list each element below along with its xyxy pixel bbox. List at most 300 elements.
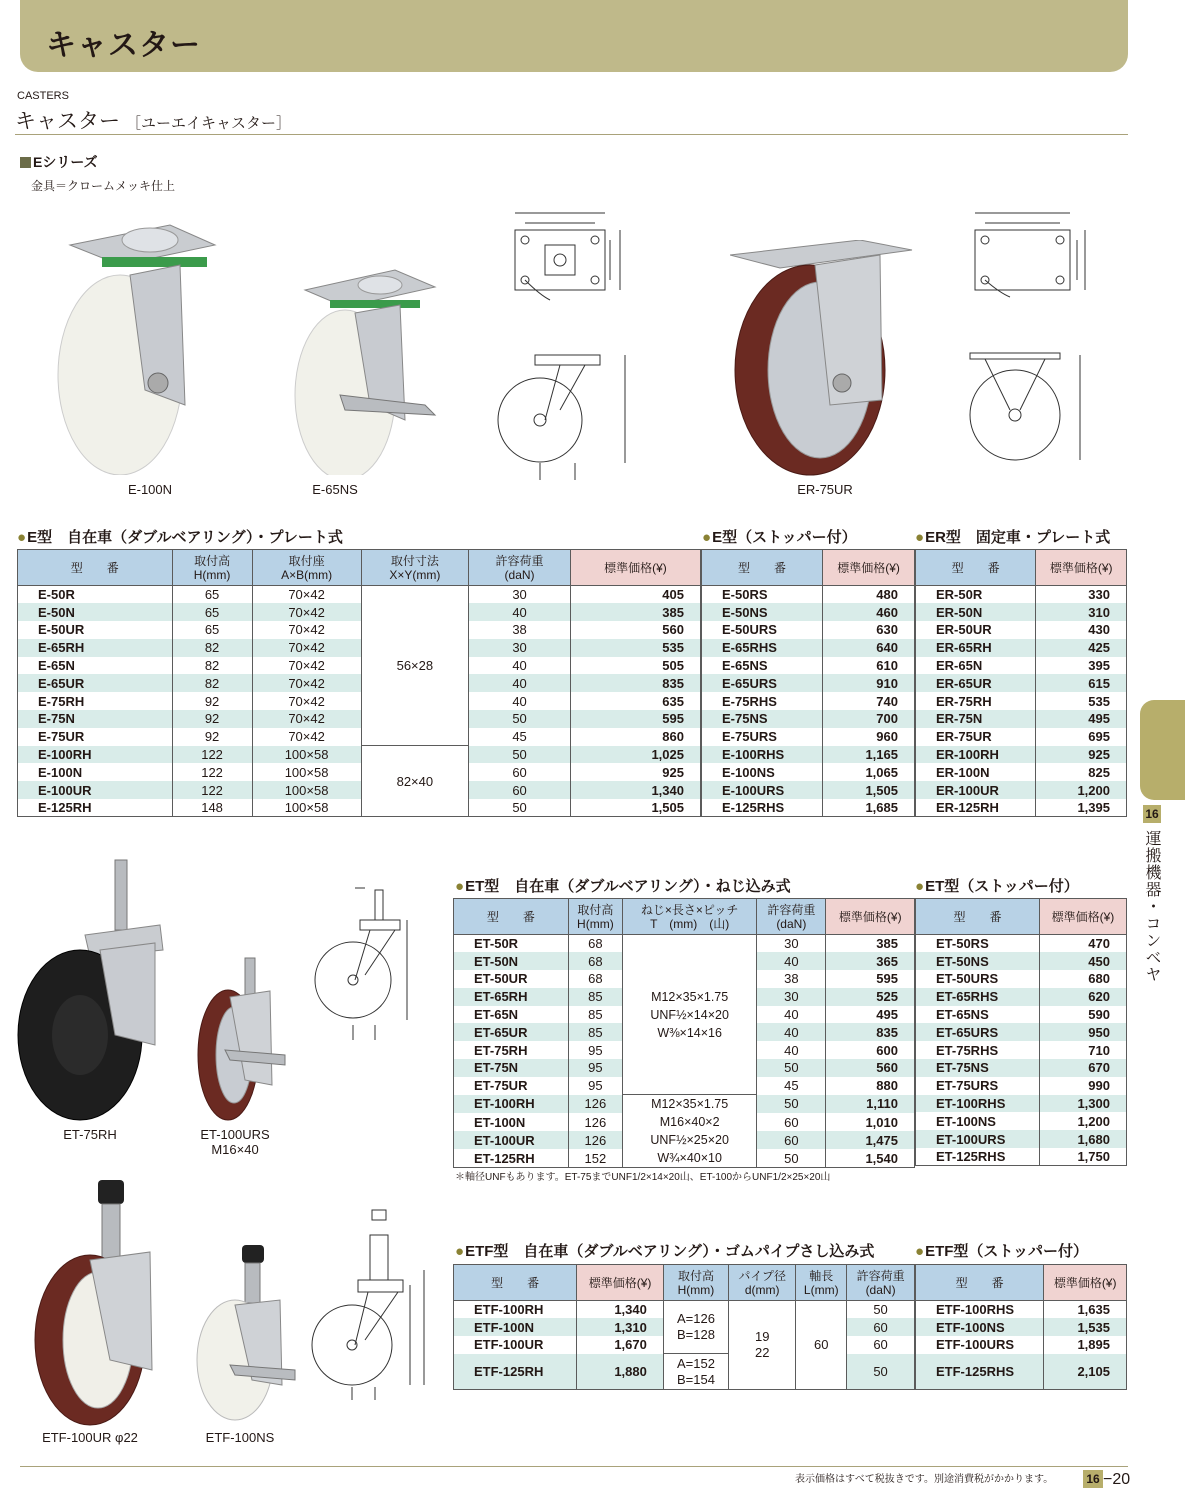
table-cell: ER-75UR bbox=[916, 728, 1036, 746]
table-row bbox=[702, 799, 915, 817]
table-cell: 85 bbox=[568, 988, 622, 1006]
category-title bbox=[15, 105, 291, 135]
table-cell: 700 bbox=[823, 710, 915, 728]
table-cell: 525 bbox=[826, 988, 915, 1006]
column-header: 取付高 H(mm) bbox=[172, 550, 252, 586]
table-cell: 92 bbox=[172, 728, 252, 746]
table-cell: 92 bbox=[172, 692, 252, 710]
table-cell: E-75UR bbox=[18, 728, 173, 746]
column-header: 型 番 bbox=[916, 899, 1040, 935]
table-cell: E-50R bbox=[18, 586, 173, 604]
table-row bbox=[18, 781, 701, 799]
table-cell: 640 bbox=[823, 639, 915, 657]
table-cell: 600 bbox=[826, 1041, 915, 1059]
table-cell: ET-75UR bbox=[454, 1077, 569, 1095]
table-row bbox=[916, 1148, 1127, 1166]
table-cell: 38 bbox=[469, 621, 571, 639]
table-cell: ET-125RH bbox=[454, 1149, 569, 1167]
table-cell: 70×42 bbox=[252, 692, 361, 710]
table-cell: 990 bbox=[1039, 1077, 1126, 1095]
table-cell: 1,110 bbox=[826, 1095, 915, 1113]
table-row bbox=[18, 674, 701, 692]
caption-etf100ns: ETF-100NS bbox=[205, 1430, 275, 1445]
table-cell: 65 bbox=[172, 621, 252, 639]
table-cell: 60 bbox=[796, 1301, 847, 1390]
table-cell: 535 bbox=[1036, 692, 1127, 710]
table-cell: 65 bbox=[172, 586, 252, 604]
table-row bbox=[18, 657, 701, 675]
table-cell: 1,505 bbox=[823, 781, 915, 799]
table-cell: ET-65RH bbox=[454, 988, 569, 1006]
table-cell: 1,165 bbox=[823, 746, 915, 764]
table-cell: 100×58 bbox=[252, 763, 361, 781]
table-cell: 95 bbox=[568, 1059, 622, 1077]
table-cell: 50 bbox=[847, 1354, 915, 1390]
table-cell: 60 bbox=[847, 1318, 915, 1336]
table-row bbox=[702, 674, 915, 692]
table-row bbox=[916, 1336, 1127, 1354]
footer-note: 表示価格はすべて税抜きです。別途消費税がかかります。 bbox=[795, 1474, 1054, 1485]
table-cell: E-75NS bbox=[702, 710, 823, 728]
table-cell: E-100URS bbox=[702, 781, 823, 799]
table-row bbox=[702, 746, 915, 764]
table-cell: E-100RH bbox=[18, 746, 173, 764]
table-row bbox=[702, 657, 915, 675]
table-cell: ET-50RS bbox=[916, 935, 1040, 953]
table-cell: ET-100UR bbox=[454, 1131, 569, 1149]
table-cell: 1,680 bbox=[1039, 1130, 1126, 1148]
table-cell: 835 bbox=[570, 674, 700, 692]
table-cell: 1,025 bbox=[570, 746, 700, 764]
table-cell: ER-100N bbox=[916, 763, 1036, 781]
table-cell: ET-75RHS bbox=[916, 1041, 1040, 1059]
section-er-label: ER型 固定車・プレート式 bbox=[925, 529, 1111, 546]
table-cell: 595 bbox=[570, 710, 700, 728]
table-cell: 68 bbox=[568, 970, 622, 988]
table-cell: ET-65RHS bbox=[916, 988, 1040, 1006]
table-row bbox=[18, 692, 701, 710]
table-row bbox=[18, 728, 701, 746]
table-row bbox=[454, 1095, 915, 1113]
table-row bbox=[916, 799, 1127, 817]
table-cell: 126 bbox=[568, 1131, 622, 1149]
table-cell: A=126 B=128 bbox=[663, 1301, 728, 1354]
table-cell: 82 bbox=[172, 639, 252, 657]
table-er bbox=[915, 549, 1127, 817]
column-header: 標準価格(¥) bbox=[1036, 550, 1127, 586]
bullet-icon: ● bbox=[915, 529, 925, 546]
table-cell: ER-50R bbox=[916, 586, 1036, 604]
table-cell: ER-100UR bbox=[916, 781, 1036, 799]
table-cell: 425 bbox=[1036, 639, 1127, 657]
table-cell: 100×58 bbox=[252, 799, 361, 817]
table-cell: 126 bbox=[568, 1095, 622, 1113]
table-cell: 126 bbox=[568, 1113, 622, 1131]
table-cell: 60 bbox=[847, 1336, 915, 1354]
table-cell: 45 bbox=[757, 1077, 826, 1095]
table-cell: 1,300 bbox=[1039, 1095, 1126, 1113]
table-cell: 38 bbox=[757, 970, 826, 988]
section-e-label: E型 自在車（ダブルベアリング）・プレート式 bbox=[27, 529, 343, 546]
table-cell: ET-100RHS bbox=[916, 1095, 1040, 1113]
dimension-drawing-etf bbox=[300, 1205, 440, 1405]
table-cell: ET-75URS bbox=[916, 1077, 1040, 1095]
section-etf-stop-label: ETF型（ストッパー付） bbox=[925, 1243, 1088, 1260]
table-cell: ER-100RH bbox=[916, 746, 1036, 764]
side-chapter-number: 16 bbox=[1143, 805, 1161, 823]
table-row bbox=[916, 1077, 1127, 1095]
table-cell: 1,340 bbox=[570, 781, 700, 799]
table-cell: ER-50N bbox=[916, 603, 1036, 621]
table-row bbox=[916, 1301, 1127, 1319]
category-sub: ［ユーエイキャスター］ bbox=[126, 115, 292, 132]
table-cell: 19 22 bbox=[729, 1301, 796, 1390]
table-cell: 40 bbox=[469, 692, 571, 710]
table-e bbox=[17, 549, 701, 817]
side-chapter-title: 運搬機器・コンベヤ bbox=[1143, 830, 1160, 983]
table-cell: 460 bbox=[823, 603, 915, 621]
table-row bbox=[454, 935, 915, 953]
table-row bbox=[18, 603, 701, 621]
table-cell: 395 bbox=[1036, 657, 1127, 675]
header-row bbox=[454, 899, 915, 935]
table-row bbox=[916, 970, 1127, 988]
table-row bbox=[702, 692, 915, 710]
table-cell: M12×35×1.75 UNF½×14×20 W⅜×14×16 bbox=[623, 935, 757, 1095]
column-header: 取付座 A×B(mm) bbox=[252, 550, 361, 586]
table-cell: E-100UR bbox=[18, 781, 173, 799]
table-row bbox=[18, 799, 701, 817]
square-icon bbox=[20, 157, 31, 168]
table-row bbox=[916, 621, 1127, 639]
table-cell: 405 bbox=[570, 586, 700, 604]
table-cell: E-65N bbox=[18, 657, 173, 675]
table-row bbox=[916, 1006, 1127, 1024]
caster-photo-et100urs bbox=[190, 955, 290, 1125]
table-cell: 148 bbox=[172, 799, 252, 817]
table-cell: ET-75RH bbox=[454, 1041, 569, 1059]
table-cell: 615 bbox=[1036, 674, 1127, 692]
side-tab[interactable] bbox=[1140, 700, 1185, 800]
table-cell: E-65RH bbox=[18, 639, 173, 657]
table-cell: 60 bbox=[757, 1113, 826, 1131]
table-cell: ETF-100UR bbox=[454, 1336, 577, 1354]
table-cell: 695 bbox=[1036, 728, 1127, 746]
table-cell: 1,895 bbox=[1044, 1336, 1127, 1354]
caster-photo-etf100ur bbox=[30, 1180, 160, 1430]
series-title bbox=[20, 152, 98, 172]
table-cell: 70×42 bbox=[252, 728, 361, 746]
table-row bbox=[916, 603, 1127, 621]
table-cell: E-75URS bbox=[702, 728, 823, 746]
table-cell: 152 bbox=[568, 1149, 622, 1167]
table-cell: 30 bbox=[757, 988, 826, 1006]
table-cell: 535 bbox=[570, 639, 700, 657]
table-cell: 1,535 bbox=[1044, 1318, 1127, 1336]
table-cell: ER-75N bbox=[916, 710, 1036, 728]
table-row bbox=[916, 1041, 1127, 1059]
table-cell: 560 bbox=[570, 621, 700, 639]
category-rule bbox=[15, 134, 1128, 135]
table-cell: ET-75NS bbox=[916, 1059, 1040, 1077]
table-cell: 70×42 bbox=[252, 586, 361, 604]
table-cell: 68 bbox=[568, 935, 622, 953]
table-cell: 50 bbox=[757, 1059, 826, 1077]
table-row bbox=[702, 603, 915, 621]
header-row bbox=[916, 550, 1127, 586]
table-row bbox=[916, 1354, 1127, 1390]
category-en: CASTERS bbox=[17, 90, 69, 102]
finish-note: 金具＝クロームメッキ仕上 bbox=[31, 179, 176, 193]
caption-et100urs: ET-100URS bbox=[200, 1127, 270, 1142]
table-etf-stop bbox=[915, 1264, 1127, 1390]
caption-e65ns: E-65NS bbox=[312, 482, 358, 497]
table-cell: ER-50UR bbox=[916, 621, 1036, 639]
table-cell: 835 bbox=[826, 1023, 915, 1041]
table-cell: 950 bbox=[1039, 1023, 1126, 1041]
table-cell: 2,105 bbox=[1044, 1354, 1127, 1390]
caster-photo-et75rh bbox=[15, 855, 165, 1125]
section-et bbox=[455, 875, 791, 896]
table-cell: 82 bbox=[172, 657, 252, 675]
table-cell: E-75RH bbox=[18, 692, 173, 710]
table-cell: E-65UR bbox=[18, 674, 173, 692]
column-header: 型 番 bbox=[454, 1265, 577, 1301]
table-cell: 960 bbox=[823, 728, 915, 746]
table-cell: 100×58 bbox=[252, 746, 361, 764]
caption-et75rh: ET-75RH bbox=[63, 1127, 117, 1142]
caster-photo-e65ns bbox=[285, 255, 455, 475]
table-cell: E-100RHS bbox=[702, 746, 823, 764]
table-row bbox=[916, 692, 1127, 710]
series-label: Eシリーズ bbox=[33, 154, 98, 170]
table-cell: 630 bbox=[823, 621, 915, 639]
table-row bbox=[916, 763, 1127, 781]
column-header: 標準価格(¥) bbox=[826, 899, 915, 935]
table-cell: ETF-125RHS bbox=[916, 1354, 1044, 1390]
table-row bbox=[916, 1095, 1127, 1113]
table-cell: E-75RHS bbox=[702, 692, 823, 710]
table-row bbox=[18, 621, 701, 639]
column-header: 型 番 bbox=[18, 550, 173, 586]
table-cell: 740 bbox=[823, 692, 915, 710]
footer-page: −20 bbox=[1103, 1471, 1131, 1488]
section-e-stop-label: E型（ストッパー付） bbox=[712, 529, 857, 546]
table-row bbox=[916, 1023, 1127, 1041]
column-header: 型 番 bbox=[916, 1265, 1044, 1301]
table-cell: 385 bbox=[570, 603, 700, 621]
table-cell: 70×42 bbox=[252, 657, 361, 675]
table-cell: 50 bbox=[469, 710, 571, 728]
table-cell: ET-125RHS bbox=[916, 1148, 1040, 1166]
table-cell: 480 bbox=[823, 586, 915, 604]
caster-photo-etf100ns bbox=[190, 1245, 300, 1425]
table-cell: 95 bbox=[568, 1041, 622, 1059]
caster-photo-er75ur bbox=[730, 240, 920, 480]
table-cell: ET-50R bbox=[454, 935, 569, 953]
table-cell: E-50RS bbox=[702, 586, 823, 604]
table-cell: 50 bbox=[469, 799, 571, 817]
column-header: 標準価格(¥) bbox=[570, 550, 700, 586]
header-row bbox=[916, 899, 1127, 935]
table-cell: 1,670 bbox=[577, 1336, 664, 1354]
table-cell: 1,395 bbox=[1036, 799, 1127, 817]
table-cell: 30 bbox=[757, 935, 826, 953]
table-cell: 1,475 bbox=[826, 1131, 915, 1149]
bullet-icon: ● bbox=[915, 1243, 925, 1260]
bullet-icon: ● bbox=[915, 878, 925, 895]
table-cell: 610 bbox=[823, 657, 915, 675]
table-cell: ER-65N bbox=[916, 657, 1036, 675]
table-cell: 30 bbox=[469, 586, 571, 604]
table-row bbox=[916, 728, 1127, 746]
table-cell: ETF-125RH bbox=[454, 1354, 577, 1390]
table-cell: 470 bbox=[1039, 935, 1126, 953]
column-header: 取付寸法 X×Y(mm) bbox=[361, 550, 469, 586]
table-cell: ER-65RH bbox=[916, 639, 1036, 657]
table-cell: 430 bbox=[1036, 621, 1127, 639]
table-row bbox=[916, 1130, 1127, 1148]
column-header: 型 番 bbox=[916, 550, 1036, 586]
table-cell: E-50NS bbox=[702, 603, 823, 621]
table-cell: E-65NS bbox=[702, 657, 823, 675]
table-cell: 85 bbox=[568, 1006, 622, 1024]
section-e-stop bbox=[702, 526, 857, 547]
table-cell: 95 bbox=[568, 1077, 622, 1095]
table-cell: 50 bbox=[469, 746, 571, 764]
table-cell: 100×58 bbox=[252, 781, 361, 799]
section-e bbox=[17, 526, 343, 547]
dimension-drawing-er bbox=[955, 205, 1105, 465]
table-row bbox=[916, 674, 1127, 692]
header-row bbox=[702, 550, 915, 586]
table-cell: 1,880 bbox=[577, 1354, 664, 1390]
table-cell: 50 bbox=[757, 1149, 826, 1167]
table-row bbox=[916, 710, 1127, 728]
table-cell: 860 bbox=[570, 728, 700, 746]
table-cell: E-125RHS bbox=[702, 799, 823, 817]
table-cell: 495 bbox=[826, 1006, 915, 1024]
table-cell: ETF-100URS bbox=[916, 1336, 1044, 1354]
caption-er75ur: ER-75UR bbox=[797, 482, 853, 497]
table-cell: ET-100RH bbox=[454, 1095, 569, 1113]
header-row bbox=[454, 1265, 915, 1301]
table-row bbox=[916, 1059, 1127, 1077]
caption-e100n: E-100N bbox=[127, 482, 173, 497]
table-cell: 40 bbox=[757, 952, 826, 970]
table-cell: 620 bbox=[1039, 988, 1126, 1006]
table-cell: 30 bbox=[469, 639, 571, 657]
category-jp: キャスター bbox=[15, 110, 120, 133]
table-cell: 1,635 bbox=[1044, 1301, 1127, 1319]
table-cell: ET-100NS bbox=[916, 1112, 1040, 1130]
table-cell: E-50UR bbox=[18, 621, 173, 639]
table-cell: 70×42 bbox=[252, 621, 361, 639]
table-cell: 92 bbox=[172, 710, 252, 728]
bullet-icon: ● bbox=[17, 529, 27, 546]
table-cell: 50 bbox=[847, 1301, 915, 1319]
table-cell: 40 bbox=[469, 657, 571, 675]
section-etf-stop bbox=[915, 1240, 1088, 1261]
table-cell: 40 bbox=[469, 603, 571, 621]
table-cell: 1,750 bbox=[1039, 1148, 1126, 1166]
table-cell: 70×42 bbox=[252, 674, 361, 692]
table-cell: 40 bbox=[757, 1023, 826, 1041]
table-cell: 82 bbox=[172, 674, 252, 692]
table-cell: 70×42 bbox=[252, 639, 361, 657]
table-et-stop bbox=[915, 898, 1127, 1166]
table-cell: 68 bbox=[568, 952, 622, 970]
table-cell: ET-50N bbox=[454, 952, 569, 970]
table-cell: 82×40 bbox=[361, 746, 469, 817]
section-et-label: ET型 自在車（ダブルベアリング）・ねじ込み式 bbox=[465, 878, 791, 895]
table-cell: 680 bbox=[1039, 970, 1126, 988]
table-cell: 670 bbox=[1039, 1059, 1126, 1077]
table-cell: 60 bbox=[469, 763, 571, 781]
table-cell: 1,340 bbox=[577, 1301, 664, 1319]
table-cell: M12×35×1.75 M16×40×2 UNF½×25×20 W¾×40×10 bbox=[623, 1095, 757, 1168]
table-cell: ET-100URS bbox=[916, 1130, 1040, 1148]
table-cell: 1,505 bbox=[570, 799, 700, 817]
column-header: 取付高 H(mm) bbox=[568, 899, 622, 935]
table-cell: 56×28 bbox=[361, 586, 469, 746]
bullet-icon: ● bbox=[455, 878, 465, 895]
table-et bbox=[453, 898, 915, 1168]
dimension-drawing-et bbox=[305, 880, 415, 1050]
table-cell: 825 bbox=[1036, 763, 1127, 781]
table-cell: 330 bbox=[1036, 586, 1127, 604]
bullet-icon: ● bbox=[702, 529, 712, 546]
column-header: 標準価格(¥) bbox=[823, 550, 915, 586]
section-er bbox=[915, 526, 1110, 547]
table-row bbox=[18, 710, 701, 728]
table-cell: E-50N bbox=[18, 603, 173, 621]
table-cell: 122 bbox=[172, 781, 252, 799]
table-cell: 595 bbox=[826, 970, 915, 988]
table-cell: ET-75N bbox=[454, 1059, 569, 1077]
table-cell: 560 bbox=[826, 1059, 915, 1077]
table-cell: ET-65N bbox=[454, 1006, 569, 1024]
column-header: 標準価格(¥) bbox=[1044, 1265, 1127, 1301]
table-cell: ET-50NS bbox=[916, 952, 1040, 970]
section-et-stop-label: ET型（ストッパー付） bbox=[925, 878, 1079, 895]
table-cell: 1,685 bbox=[823, 799, 915, 817]
table-row bbox=[702, 710, 915, 728]
table-row bbox=[916, 952, 1127, 970]
table-cell: 50 bbox=[757, 1095, 826, 1113]
section-etf-label: ETF型 自在車（ダブルベアリング）・ゴムパイプさし込み式 bbox=[465, 1243, 875, 1260]
column-header: 取付高 H(mm) bbox=[663, 1265, 728, 1301]
table-cell: ETF-100RHS bbox=[916, 1301, 1044, 1319]
table-cell: 385 bbox=[826, 935, 915, 953]
dimension-drawing-e bbox=[490, 205, 640, 485]
table-cell: 310 bbox=[1036, 603, 1127, 621]
table-row bbox=[916, 586, 1127, 604]
header-row bbox=[18, 550, 701, 586]
table-cell: ER-65UR bbox=[916, 674, 1036, 692]
table-cell: 85 bbox=[568, 1023, 622, 1041]
column-header: 許容荷重 (daN) bbox=[469, 550, 571, 586]
table-cell: E-100NS bbox=[702, 763, 823, 781]
table-row bbox=[916, 639, 1127, 657]
table-cell: 70×42 bbox=[252, 710, 361, 728]
table-cell: E-100N bbox=[18, 763, 173, 781]
table-cell: ER-75RH bbox=[916, 692, 1036, 710]
table-cell: ET-65URS bbox=[916, 1023, 1040, 1041]
caster-photo-e100n bbox=[40, 205, 230, 475]
table-cell: E-65RHS bbox=[702, 639, 823, 657]
table-cell: 635 bbox=[570, 692, 700, 710]
